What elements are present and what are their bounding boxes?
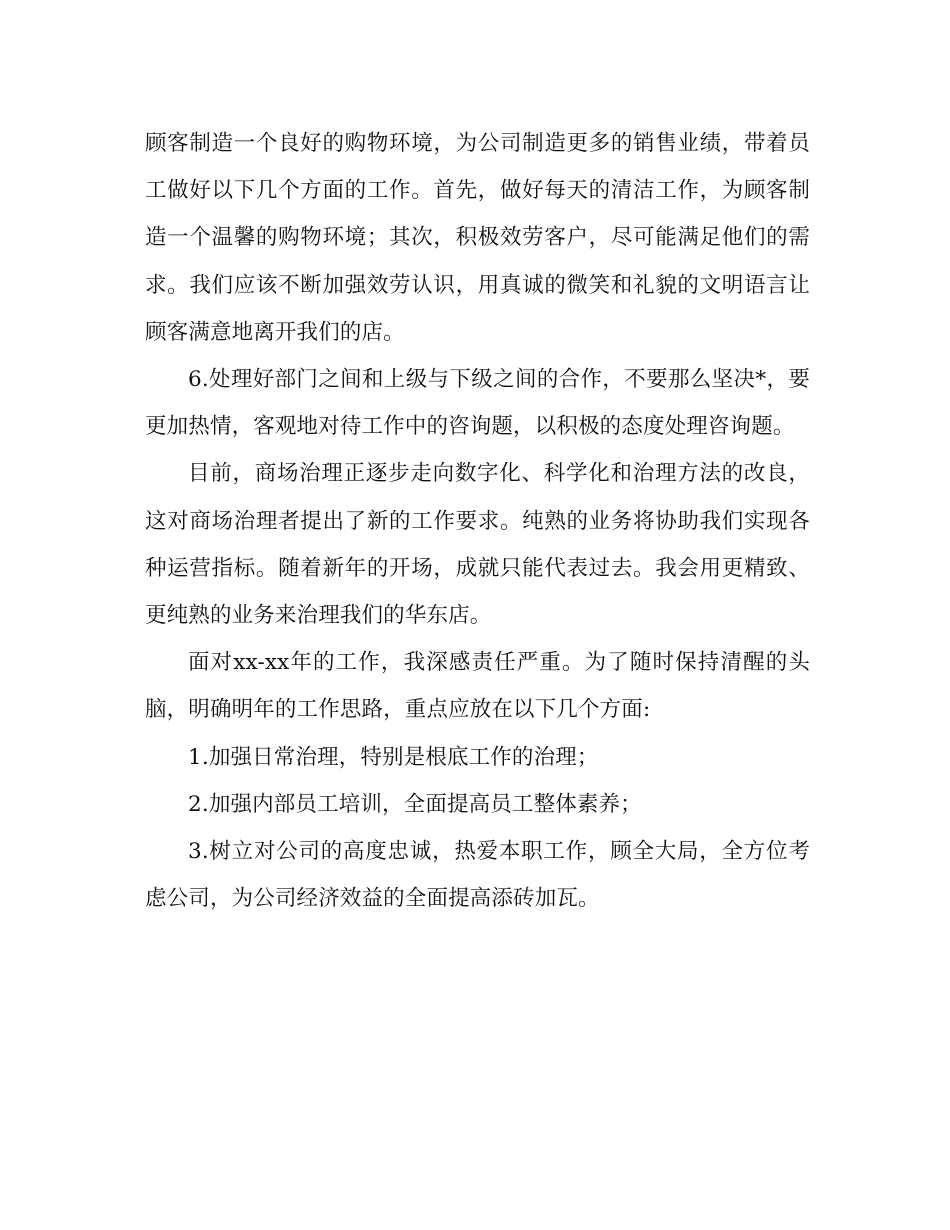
plan-item-2: 2.加强内部员工培训，全面提高员工整体素养；: [188, 791, 642, 817]
paragraph-current-status: 目前，商场治理正逐步走向数字化、科学化和治理方法的改良，这对商场治理者提出了新的工作要求。纯熟的业务将协助我们实现各种运营指标。随着新年的开场，成就只能代表过去。我会用更精致、更纯熟的业务来治理我们的华东店。: [145, 461, 810, 629]
document-body: [145, 120, 810, 922]
paragraph-item-6: 6.处理好部门之间和上级与下级之间的合作，不要那么坚决*，要更加热情，客观地对待工作中的咨询题，以积极的态度处理咨询题。: [145, 367, 810, 440]
plan-item-1: 1.加强日常治理，特别是根底工作的治理；: [188, 744, 599, 770]
paragraph-continuation: 顾客制造一个良好的购物环境，为公司制造更多的销售业绩，带着员工做好以下几个方面的工作。首先，做好每天的清洁工作，为顾客制造一个温馨的购物环境；其次，积极效劳客户，尽可能满足他们的需求。我们应该不断加强效劳认识，用真诚的微笑和礼貌的文明语言让顾客满意地离开我们的店。: [145, 131, 810, 345]
plan-item-3: 3.树立对公司的高度忠诚，热爱本职工作，顾全大局，全方位考虑公司，为公司经济效益的全面提高添砖加瓦。: [145, 839, 810, 912]
paragraph-next-year-plan: 面对xx-xx年的工作，我深感责任严重。为了随时保持清醒的头脑，明确明年的工作思路，重点应放在以下几个方面:: [145, 650, 810, 723]
